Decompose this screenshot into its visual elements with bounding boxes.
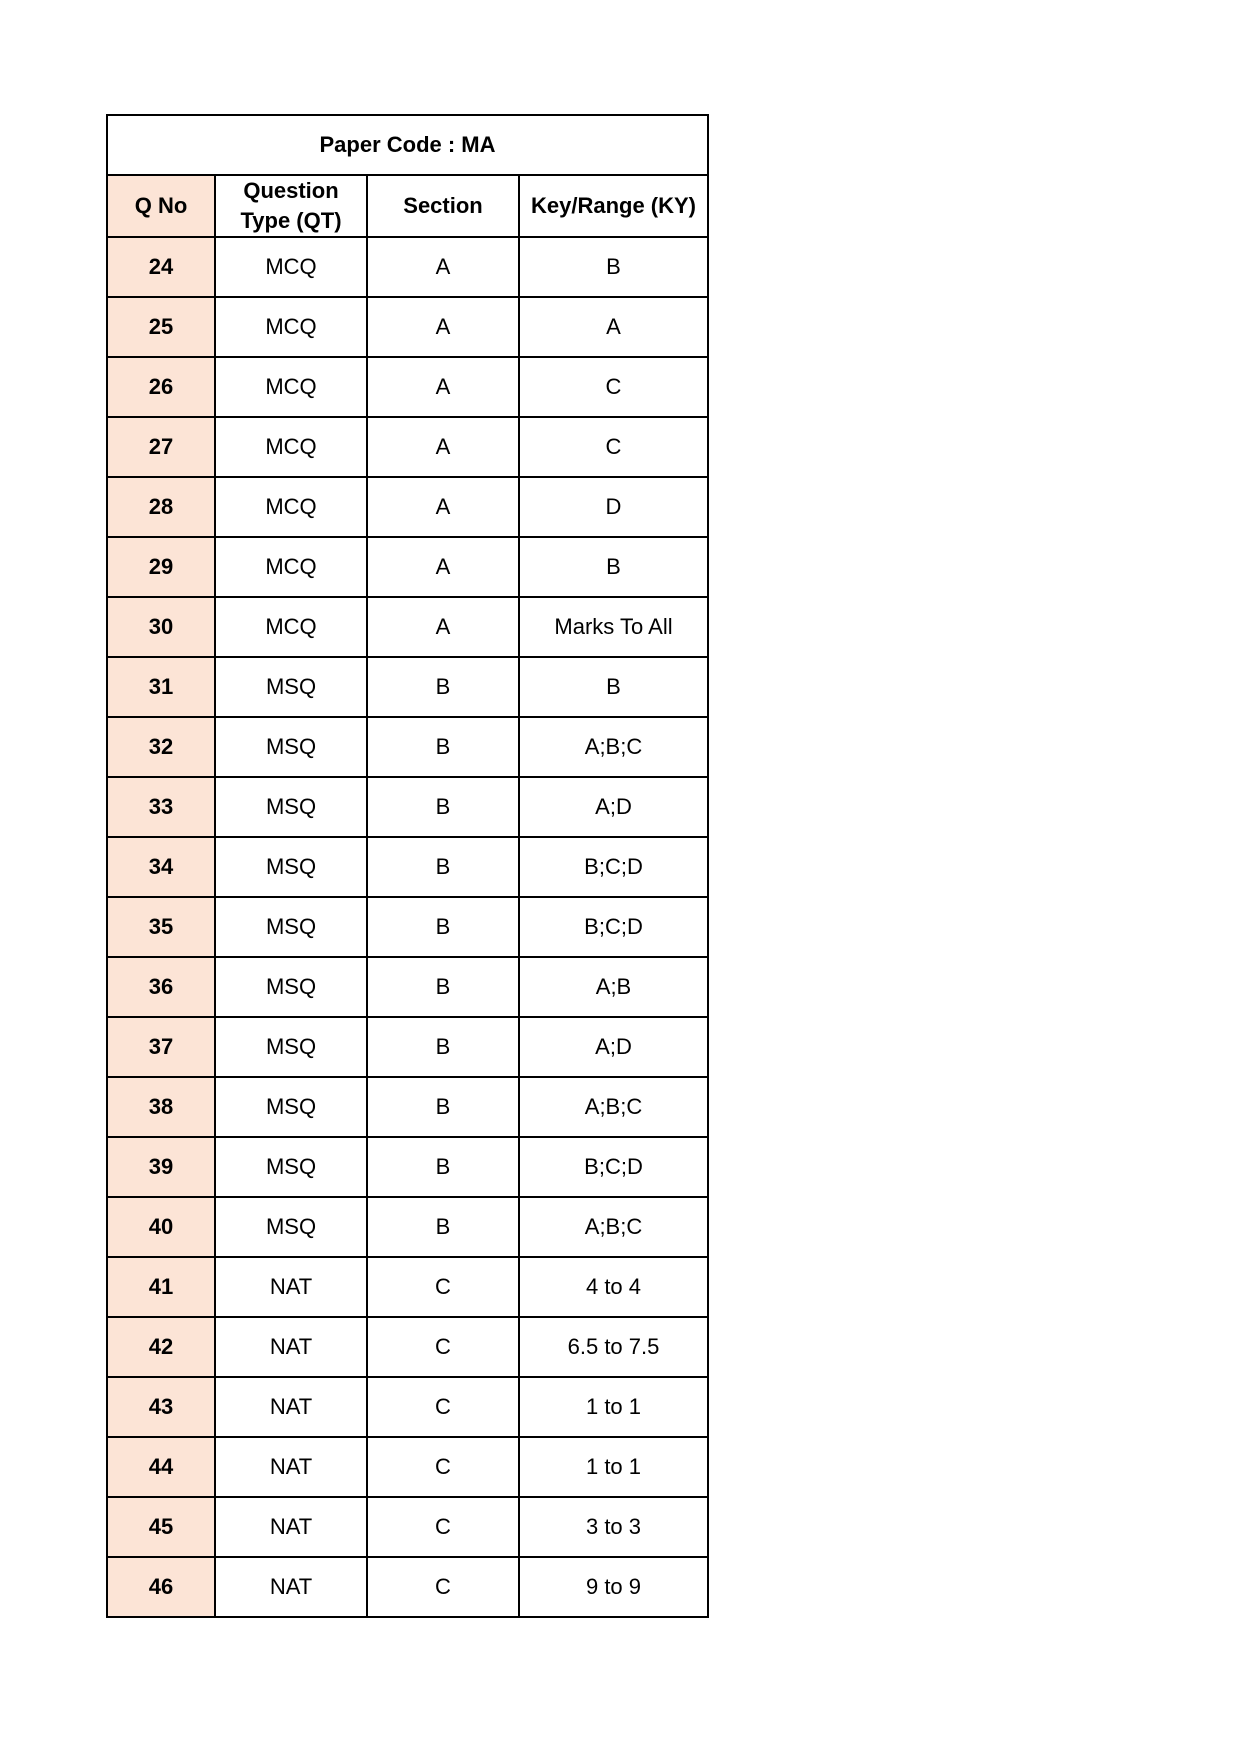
header-row [107, 175, 708, 237]
key-range-cell: 9 to 9 [519, 1557, 708, 1617]
question-type-cell: MSQ [215, 957, 367, 1017]
question-type-cell: NAT [215, 1557, 367, 1617]
table-row [107, 297, 708, 357]
question-number-cell: 24 [107, 237, 215, 297]
question-number-cell: 25 [107, 297, 215, 357]
section-cell: B [367, 717, 519, 777]
question-number-cell: 39 [107, 1137, 215, 1197]
key-range-cell: A;B;C [519, 1077, 708, 1137]
table-row [107, 837, 708, 897]
question-number-cell: 34 [107, 837, 215, 897]
header-question-type [215, 175, 367, 237]
section-cell: C [367, 1377, 519, 1437]
question-type-cell: NAT [215, 1257, 367, 1317]
table-row [107, 1377, 708, 1437]
table-row [107, 477, 708, 537]
key-range-cell: C [519, 417, 708, 477]
section-cell: A [367, 357, 519, 417]
table-row [107, 1257, 708, 1317]
section-cell: A [367, 537, 519, 597]
section-cell: B [367, 837, 519, 897]
section-cell: B [367, 957, 519, 1017]
section-cell: A [367, 597, 519, 657]
table-row [107, 1017, 708, 1077]
section-cell: B [367, 1017, 519, 1077]
table-row [107, 1197, 708, 1257]
table-row [107, 1137, 708, 1197]
key-range-cell: B [519, 537, 708, 597]
section-cell: B [367, 1077, 519, 1137]
question-number-cell: 33 [107, 777, 215, 837]
key-range-cell: 1 to 1 [519, 1377, 708, 1437]
table-row [107, 537, 708, 597]
section-cell: A [367, 297, 519, 357]
question-number-cell: 32 [107, 717, 215, 777]
table-row [107, 1557, 708, 1617]
section-cell: C [367, 1257, 519, 1317]
question-number-cell: 44 [107, 1437, 215, 1497]
header-question-type-line2: Type (QT) [240, 208, 342, 233]
table-row [107, 597, 708, 657]
question-type-cell: MCQ [215, 357, 367, 417]
key-range-cell: D [519, 477, 708, 537]
table-body [107, 237, 708, 1617]
section-cell: B [367, 1137, 519, 1197]
question-type-cell: MCQ [215, 297, 367, 357]
key-range-cell: B;C;D [519, 837, 708, 897]
question-number-cell: 31 [107, 657, 215, 717]
key-range-cell: B [519, 657, 708, 717]
question-type-cell: NAT [215, 1377, 367, 1437]
question-number-cell: 26 [107, 357, 215, 417]
key-range-cell: A;D [519, 1017, 708, 1077]
section-cell: A [367, 417, 519, 477]
key-range-cell: 3 to 3 [519, 1497, 708, 1557]
question-type-cell: MSQ [215, 1017, 367, 1077]
question-type-cell: MSQ [215, 1137, 367, 1197]
table-row [107, 1437, 708, 1497]
question-type-cell: MSQ [215, 897, 367, 957]
section-cell: A [367, 237, 519, 297]
key-range-cell: A;B [519, 957, 708, 1017]
header-question-type-line1: Question [243, 178, 339, 203]
question-number-cell: 41 [107, 1257, 215, 1317]
key-range-cell: B;C;D [519, 1137, 708, 1197]
question-type-cell: MSQ [215, 1077, 367, 1137]
key-range-cell: 6.5 to 7.5 [519, 1317, 708, 1377]
question-number-cell: 27 [107, 417, 215, 477]
question-number-cell: 43 [107, 1377, 215, 1437]
section-cell: A [367, 477, 519, 537]
section-cell: B [367, 1197, 519, 1257]
question-number-cell: 42 [107, 1317, 215, 1377]
section-cell: C [367, 1557, 519, 1617]
table-row [107, 777, 708, 837]
question-number-cell: 45 [107, 1497, 215, 1557]
question-number-cell: 38 [107, 1077, 215, 1137]
header-section: Section [367, 175, 519, 237]
table-row [107, 1077, 708, 1137]
section-cell: C [367, 1497, 519, 1557]
key-range-cell: C [519, 357, 708, 417]
question-type-cell: MCQ [215, 417, 367, 477]
question-number-cell: 30 [107, 597, 215, 657]
question-number-cell: 28 [107, 477, 215, 537]
header-qno: Q No [107, 175, 215, 237]
key-range-cell: A;B;C [519, 1197, 708, 1257]
table-row [107, 357, 708, 417]
key-range-cell: A [519, 297, 708, 357]
section-cell: C [367, 1317, 519, 1377]
table-row [107, 1317, 708, 1377]
key-range-cell: 4 to 4 [519, 1257, 708, 1317]
question-number-cell: 37 [107, 1017, 215, 1077]
key-range-cell: B;C;D [519, 897, 708, 957]
question-type-cell: MCQ [215, 477, 367, 537]
section-cell: B [367, 777, 519, 837]
question-number-cell: 29 [107, 537, 215, 597]
table-row [107, 957, 708, 1017]
paper-code-title: Paper Code : MA [107, 115, 708, 175]
question-number-cell: 35 [107, 897, 215, 957]
question-number-cell: 36 [107, 957, 215, 1017]
question-type-cell: MSQ [215, 1197, 367, 1257]
section-cell: C [367, 1437, 519, 1497]
question-type-cell: MSQ [215, 657, 367, 717]
table-row [107, 1497, 708, 1557]
answer-key-table [106, 114, 709, 1618]
question-type-cell: MCQ [215, 237, 367, 297]
question-type-cell: MSQ [215, 777, 367, 837]
question-type-cell: MCQ [215, 597, 367, 657]
key-range-cell: Marks To All [519, 597, 708, 657]
table-row [107, 897, 708, 957]
question-type-cell: MSQ [215, 837, 367, 897]
question-number-cell: 40 [107, 1197, 215, 1257]
section-cell: B [367, 657, 519, 717]
question-type-cell: MSQ [215, 717, 367, 777]
key-range-cell: 1 to 1 [519, 1437, 708, 1497]
key-range-cell: B [519, 237, 708, 297]
table-row [107, 417, 708, 477]
table-row [107, 237, 708, 297]
key-range-cell: A;B;C [519, 717, 708, 777]
question-type-cell: NAT [215, 1497, 367, 1557]
question-type-cell: NAT [215, 1317, 367, 1377]
section-cell: B [367, 897, 519, 957]
key-range-cell: A;D [519, 777, 708, 837]
title-row [107, 115, 708, 175]
table-row [107, 657, 708, 717]
table-row [107, 717, 708, 777]
question-type-cell: NAT [215, 1437, 367, 1497]
question-number-cell: 46 [107, 1557, 215, 1617]
question-type-cell: MCQ [215, 537, 367, 597]
header-key-range: Key/Range (KY) [519, 175, 708, 237]
